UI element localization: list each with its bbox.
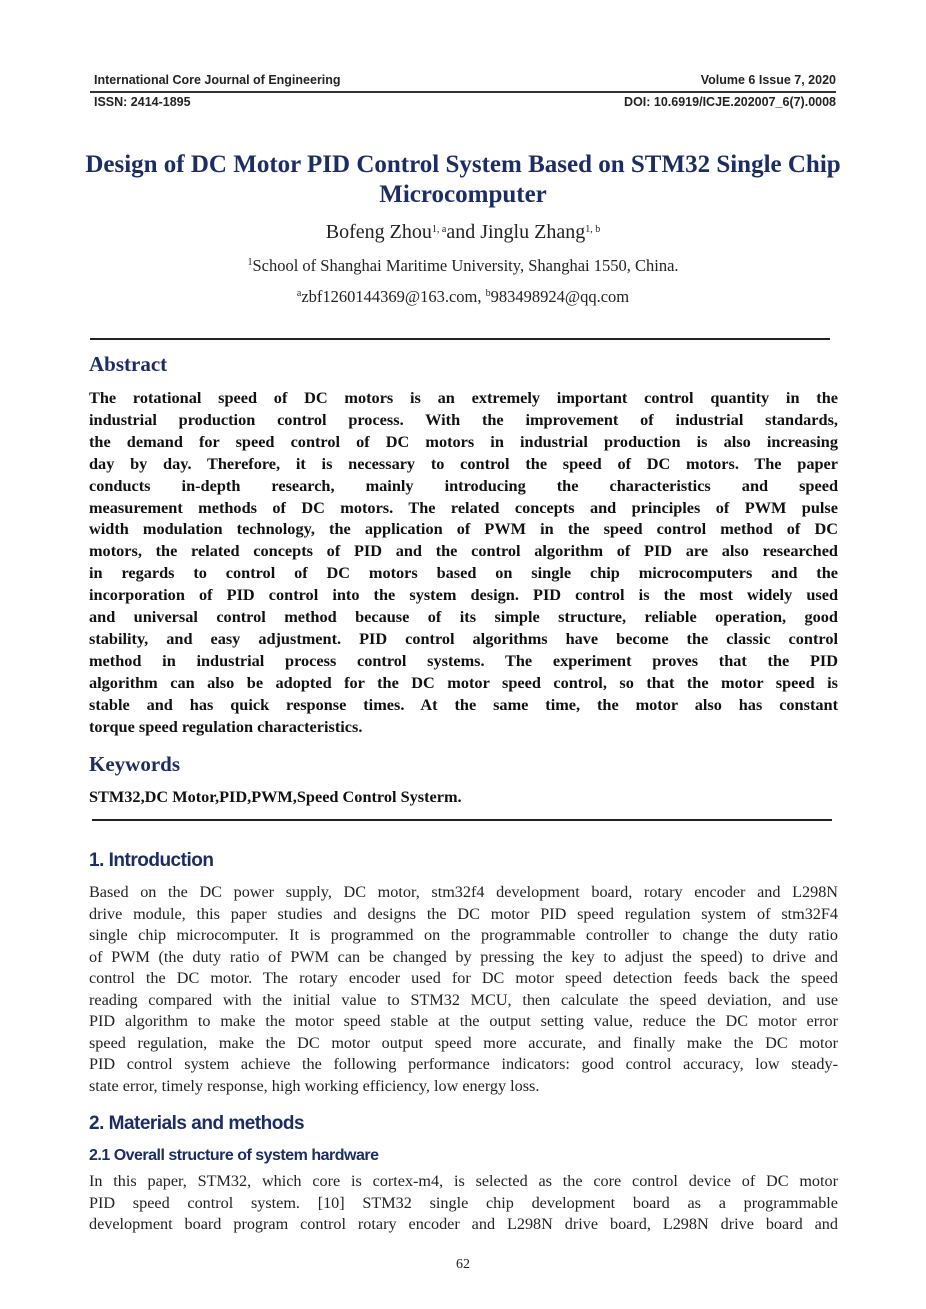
text-line: control the DC motor. The rotary encoder used for DC motor speed detection feeds back the speed [89, 969, 838, 987]
text-line: industrial production control process. With the improvement of industrial standards, [89, 409, 838, 429]
text-line: speed regulation, make the DC motor output speed more accurate, and finally make the DC motor [89, 1033, 838, 1052]
issn: ISSN: 2414-1895 [94, 95, 191, 109]
text-line: conducts in-depth research, mainly introducing the characteristics and speed [89, 475, 838, 495]
text-line: stable and has quick response times. At the same time, the motor also has constant [89, 694, 838, 714]
header-rule [90, 91, 836, 93]
text-line: incorporation of PID control into the system design. PID control is the most widely used [89, 585, 838, 605]
methods-body [89, 1171, 838, 1236]
authors [0, 221, 926, 244]
text-line: PID control system achieve the following performance indicators: good control accuracy, low steady- [89, 1055, 838, 1073]
text-line: width modulation technology, the application of PWM in the speed control method of DC [89, 519, 838, 539]
author-1: Bofeng Zhou [325, 221, 432, 243]
text-line: motors, the related concepts of PID and the control algorithm of PID are also researched [89, 541, 838, 561]
paper-title: Design of DC Motor PID Control System Based on STM32 Single Chip Microcomputer [85, 151, 841, 208]
doi: DOI: 10.6919/ICJE.202007_6(7).0008 [624, 95, 836, 109]
email-b-sup: b [485, 288, 491, 299]
subsection-heading: 2.1 Overall structure of system hardware [89, 1147, 379, 1164]
author-2: and Jinglu Zhang [446, 221, 586, 243]
text-line: PID algorithm to make the motor speed stable at the output setting value, reduce the DC motor error [89, 1012, 838, 1030]
email-b: 983498924@qq.com [490, 287, 630, 306]
journal-name: International Core Journal of Engineering [94, 73, 341, 87]
emails [0, 287, 926, 307]
page-number: 62 [456, 1257, 470, 1272]
author-1-sup: 1, a [431, 224, 447, 235]
text-line: method in industrial process control systems. The experiment proves that the PID [89, 650, 838, 670]
text-line: torque speed regulation characteristics. [89, 716, 363, 736]
abstract-heading: Abstract [89, 352, 168, 376]
volume-info: Volume 6 Issue 7, 2020 [700, 73, 836, 87]
introduction-body [89, 882, 838, 1097]
keywords-heading: Keywords [89, 752, 180, 776]
affiliation-sup: 1 [247, 257, 253, 268]
text-line: algorithm can also be adopted for the DC motor speed control, so that the motor speed is [89, 672, 838, 692]
affiliation [0, 256, 926, 276]
text-line: in regards to control of DC motors based on single chip microcomputers and the [89, 563, 838, 583]
text-line: day by day. Therefore, it is necessary to control the speed of DC motors. The paper [89, 453, 838, 473]
email-a: zbf1260144369@163.com, [301, 287, 486, 306]
affiliation-text: School of Shanghai Maritime University, Shanghai 1550, China. [252, 256, 679, 275]
text-line: The rotational speed of DC motors is an extremely important control quantity in the [89, 388, 838, 407]
introduction-heading: 1. Introduction [89, 850, 214, 871]
email-a-sup: a [296, 288, 302, 299]
text-line: reading compared with the initial value to STM32 MCU, then calculate the speed deviation, and use [89, 990, 838, 1009]
text-line: measurement methods of DC motors. The related concepts and principles of PWM pulse [89, 497, 838, 517]
text-line: stability, and easy adjustment. PID control algorithms have become the classic control [89, 628, 838, 648]
text-line: drive module, this paper studies and designs the DC motor PID speed regulation system of stm32F4 [89, 904, 838, 923]
keywords-text: STM32,DC Motor,PID,PWM,Speed Control Systerm. [89, 787, 462, 806]
author-2-sup: 1, b [585, 224, 601, 235]
abstract-body [89, 387, 838, 738]
text-line: the demand for speed control of DC motors in industrial production is also increasing [89, 431, 838, 451]
methods-heading: 2. Materials and methods [89, 1113, 305, 1134]
text-line: Based on the DC power supply, DC motor, stm32f4 development board, rotary encoder and L298N [89, 883, 838, 901]
text-line: and universal control method because of its simple structure, reliable operation, good [89, 607, 838, 627]
text-line: of PWM (the duty ratio of PWM can be changed by pressing the key to adjust the speed) to drive and [89, 947, 838, 966]
text-line: single chip microcomputer. It is programmed on the programmable controller to change the duty ratio [89, 926, 838, 944]
text-line: In this paper, STM32, which core is cortex-m4, is selected as the core control device of DC motor [89, 1172, 838, 1190]
text-line: PID speed control system. [10] STM32 single chip development board as a programmable [89, 1193, 838, 1212]
text-line: development board program control rotary encoder and L298N drive board, L298N drive board and [89, 1215, 838, 1233]
title-divider [90, 338, 830, 340]
text-line: state error, timely response, high working efficiency, low energy loss. [89, 1076, 540, 1095]
keywords-divider [92, 819, 832, 821]
